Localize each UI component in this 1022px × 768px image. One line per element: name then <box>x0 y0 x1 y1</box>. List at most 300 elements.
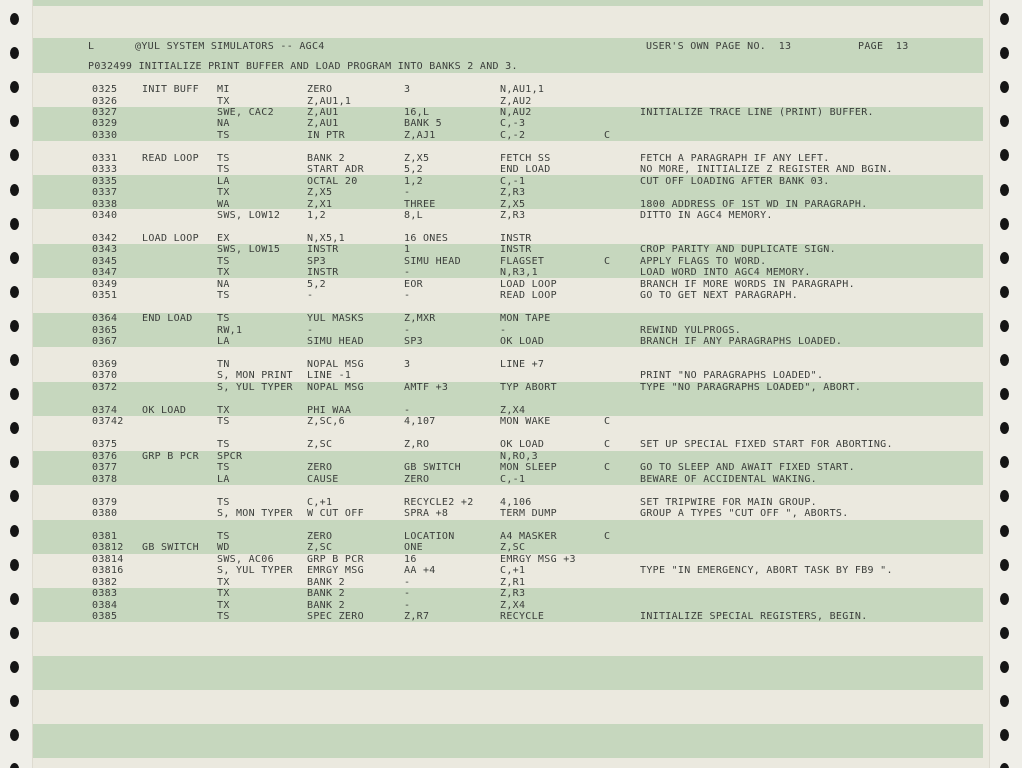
comment: PRINT "NO PARAGRAPHS LOADED". <box>640 370 824 381</box>
comment: DITTO IN AGC4 MEMORY. <box>640 210 773 221</box>
tractor-hole <box>1000 456 1009 468</box>
operand-3: C,-2 <box>500 130 526 141</box>
operand-1: BANK 2 <box>307 577 345 588</box>
line-number: 0326 <box>92 96 118 107</box>
operand-1: BANK 2 <box>307 588 345 599</box>
operand-2: - <box>404 577 411 588</box>
operand-2: 3 <box>404 84 411 95</box>
operand-2: - <box>404 290 411 301</box>
opcode: SWE, CAC2 <box>217 107 274 118</box>
opcode: TS <box>217 164 230 175</box>
green-bar-band <box>32 0 983 6</box>
tractor-hole <box>1000 286 1009 298</box>
tractor-hole <box>1000 218 1009 230</box>
opcode: WA <box>217 199 230 210</box>
comment: SET TRIPWIRE FOR MAIN GROUP. <box>640 497 817 508</box>
opcode: S, MON PRINT <box>217 370 293 381</box>
tractor-hole <box>10 422 19 434</box>
operand-2: 8,L <box>404 210 423 221</box>
listing-line <box>32 416 983 428</box>
listing-line <box>32 290 983 302</box>
operand-1: INSTR <box>307 244 339 255</box>
operand-3: OK LOAD <box>500 336 545 347</box>
tractor-hole <box>10 184 19 196</box>
operand-2: 16 <box>404 554 417 565</box>
operand-2: LOCATION <box>404 531 455 542</box>
operand-2: - <box>404 588 411 599</box>
comment: SET UP SPECIAL FIXED START FOR ABORTING. <box>640 439 893 450</box>
line-number: 0337 <box>92 187 118 198</box>
listing-line <box>32 267 983 279</box>
tractor-hole <box>1000 81 1009 93</box>
operand-1: Z,AU1,1 <box>307 96 352 107</box>
operand-1: W CUT OFF <box>307 508 364 519</box>
tractor-hole <box>10 252 19 264</box>
operand-2: AA +4 <box>404 565 436 576</box>
comment: CROP PARITY AND DUPLICATE SIGN. <box>640 244 836 255</box>
label: END LOAD <box>142 313 193 324</box>
line-number: 0370 <box>92 370 118 381</box>
line-number: 03814 <box>92 554 124 565</box>
operand-2: AMTF +3 <box>404 382 449 393</box>
operand-1: - <box>307 290 314 301</box>
opcode: MI <box>217 84 230 95</box>
comment: FETCH A PARAGRAPH IF ANY LEFT. <box>640 153 830 164</box>
operand-1: GRP B PCR <box>307 554 364 565</box>
line-number: 0385 <box>92 611 118 622</box>
comment: TYPE "IN EMERGENCY, ABORT TASK BY FB9 ". <box>640 565 893 576</box>
operand-2: Z,X5 <box>404 153 430 164</box>
opcode: LA <box>217 176 230 187</box>
label: LOAD LOOP <box>142 233 199 244</box>
line-number: 0364 <box>92 313 118 324</box>
operand-3: FETCH SS <box>500 153 551 164</box>
listing-line <box>32 611 983 623</box>
operand-2: - <box>404 600 411 611</box>
listing-line <box>32 187 983 199</box>
flag: C <box>604 462 611 473</box>
listing-line <box>32 313 983 325</box>
line-number: 0345 <box>92 256 118 267</box>
operand-3: N,AU1,1 <box>500 84 545 95</box>
line-number: 03816 <box>92 565 124 576</box>
operand-1: LINE -1 <box>307 370 352 381</box>
operand-3: A4 MASKER <box>500 531 557 542</box>
operand-1: ZERO <box>307 84 333 95</box>
comment: GO TO SLEEP AND AWAIT FIXED START. <box>640 462 855 473</box>
left-tractor-margin <box>0 0 33 768</box>
tractor-hole <box>1000 388 1009 400</box>
operand-2: SP3 <box>404 336 423 347</box>
comment: LOAD WORD INTO AGC4 MEMORY. <box>640 267 811 278</box>
tractor-hole <box>10 729 19 741</box>
operand-1: PHI WAA <box>307 405 352 416</box>
flag: C <box>604 531 611 542</box>
line-number: 0329 <box>92 118 118 129</box>
operand-3: TYP ABORT <box>500 382 557 393</box>
operand-3: FLAGSET <box>500 256 545 267</box>
tractor-hole <box>10 354 19 366</box>
opcode: TS <box>217 611 230 622</box>
operand-1: - <box>307 325 314 336</box>
comment: GROUP A TYPES "CUT OFF ", ABORTS. <box>640 508 849 519</box>
line-number: 0372 <box>92 382 118 393</box>
operand-3: Z,SC <box>500 542 526 553</box>
opcode: TX <box>217 187 230 198</box>
operand-2: ZERO <box>404 474 430 485</box>
label: READ LOOP <box>142 153 199 164</box>
operand-3: Z,X4 <box>500 405 526 416</box>
operand-2: - <box>404 325 411 336</box>
operand-3: EMRGY MSG +3 <box>500 554 576 565</box>
listing-line <box>32 244 983 256</box>
tractor-hole <box>10 593 19 605</box>
tractor-hole <box>1000 729 1009 741</box>
comment: APPLY FLAGS TO WORD. <box>640 256 767 267</box>
operand-1: CAUSE <box>307 474 339 485</box>
tractor-hole <box>10 115 19 127</box>
operand-2: 16,L <box>404 107 430 118</box>
opcode: TX <box>217 405 230 416</box>
header-marker: L <box>88 41 95 52</box>
operand-3: C,-1 <box>500 176 526 187</box>
tractor-hole <box>1000 354 1009 366</box>
operand-2: - <box>404 267 411 278</box>
opcode: LA <box>217 336 230 347</box>
right-tractor-margin <box>989 0 1022 768</box>
header-system: @YUL SYSTEM SIMULATORS -- AGC4 <box>135 41 325 52</box>
opcode: TS <box>217 531 230 542</box>
operand-3: END LOAD <box>500 164 551 175</box>
tractor-hole <box>1000 252 1009 264</box>
comment: INITIALIZE TRACE LINE (PRINT) BUFFER. <box>640 107 874 118</box>
operand-2: 3 <box>404 359 411 370</box>
comment: BRANCH IF MORE WORDS IN PARAGRAPH. <box>640 279 855 290</box>
line-number: 0333 <box>92 164 118 175</box>
tractor-hole <box>10 286 19 298</box>
line-number: 0365 <box>92 325 118 336</box>
operand-1: EMRGY MSG <box>307 565 364 576</box>
listing-line <box>32 84 983 96</box>
line-number: 03742 <box>92 416 124 427</box>
listing-line <box>32 462 983 474</box>
listing-line <box>32 130 983 142</box>
operand-3: TERM DUMP <box>500 508 557 519</box>
tractor-hole <box>10 490 19 502</box>
listing-line <box>32 370 983 382</box>
tractor-hole <box>1000 184 1009 196</box>
operand-3: N,AU2 <box>500 107 532 118</box>
label: INIT BUFF <box>142 84 199 95</box>
listing-line <box>32 118 983 130</box>
listing-line <box>32 542 983 554</box>
operand-1: Z,SC,6 <box>307 416 345 427</box>
line-number: 0383 <box>92 588 118 599</box>
line-number: 0375 <box>92 439 118 450</box>
opcode: TX <box>217 600 230 611</box>
header-user-page: USER'S OWN PAGE NO. 13 <box>646 41 792 52</box>
flag: C <box>604 439 611 450</box>
listing-line <box>32 382 983 394</box>
operand-3: Z,X5 <box>500 199 526 210</box>
opcode: TN <box>217 359 230 370</box>
opcode: S, MON TYPER <box>217 508 293 519</box>
operand-3: MON WAKE <box>500 416 551 427</box>
listing-line <box>32 588 983 600</box>
tractor-hole <box>10 81 19 93</box>
tractor-hole <box>1000 661 1009 673</box>
line-number: 0347 <box>92 267 118 278</box>
tractor-hole <box>1000 422 1009 434</box>
operand-1: C,+1 <box>307 497 333 508</box>
tractor-hole <box>10 661 19 673</box>
flag: C <box>604 256 611 267</box>
line-number: 0342 <box>92 233 118 244</box>
tractor-hole <box>10 13 19 25</box>
operand-2: BANK 5 <box>404 118 442 129</box>
tractor-hole <box>1000 47 1009 59</box>
line-number: 0382 <box>92 577 118 588</box>
operand-1: Z,SC <box>307 439 333 450</box>
opcode: TS <box>217 153 230 164</box>
label: GB SWITCH <box>142 542 199 553</box>
operand-3: Z,R3 <box>500 210 526 221</box>
comment: INITIALIZE SPECIAL REGISTERS, BEGIN. <box>640 611 868 622</box>
operand-2: GB SWITCH <box>404 462 461 473</box>
line-number: 0331 <box>92 153 118 164</box>
label: GRP B PCR <box>142 451 199 462</box>
operand-1: INSTR <box>307 267 339 278</box>
operand-3: LINE +7 <box>500 359 545 370</box>
operand-1: BANK 2 <box>307 600 345 611</box>
operand-1: BANK 2 <box>307 153 345 164</box>
opcode: TS <box>217 439 230 450</box>
line-number: 0327 <box>92 107 118 118</box>
flag: C <box>604 130 611 141</box>
operand-1: START ADR <box>307 164 364 175</box>
line-number: 0381 <box>92 531 118 542</box>
opcode: RW,1 <box>217 325 243 336</box>
header-line-1 <box>32 41 983 53</box>
tractor-hole <box>10 218 19 230</box>
line-number: 0325 <box>92 84 118 95</box>
operand-2: SIMU HEAD <box>404 256 461 267</box>
line-number: 0380 <box>92 508 118 519</box>
line-number: 0379 <box>92 497 118 508</box>
opcode: S, YUL TYPER <box>217 565 293 576</box>
operand-3: OK LOAD <box>500 439 545 450</box>
operand-2: Z,R7 <box>404 611 430 622</box>
operand-2: Z,AJ1 <box>404 130 436 141</box>
operand-3: C,+1 <box>500 565 526 576</box>
operand-2: - <box>404 405 411 416</box>
listing-line <box>32 336 983 348</box>
line-number: 0374 <box>92 405 118 416</box>
opcode: NA <box>217 279 230 290</box>
listing-line <box>32 164 983 176</box>
tractor-hole <box>1000 490 1009 502</box>
operand-1: Z,X5 <box>307 187 333 198</box>
line-number: 0330 <box>92 130 118 141</box>
comment: GO TO GET NEXT PARAGRAPH. <box>640 290 799 301</box>
opcode: S, YUL TYPER <box>217 382 293 393</box>
opcode: SWS, AC06 <box>217 554 274 565</box>
line-number: 0376 <box>92 451 118 462</box>
tractor-hole <box>10 695 19 707</box>
operand-2: EOR <box>404 279 423 290</box>
tractor-hole <box>10 320 19 332</box>
green-bar-band <box>32 724 983 758</box>
comment: REWIND YULPROGS. <box>640 325 742 336</box>
operand-2: 4,107 <box>404 416 436 427</box>
comment: BEWARE OF ACCIDENTAL WAKING. <box>640 474 817 485</box>
operand-2: 1,2 <box>404 176 423 187</box>
line-number: 0351 <box>92 290 118 301</box>
operand-2: 5,2 <box>404 164 423 175</box>
operand-2: SPRA +8 <box>404 508 449 519</box>
line-number: 0384 <box>92 600 118 611</box>
operand-1: NOPAL MSG <box>307 382 364 393</box>
operand-3: INSTR <box>500 244 532 255</box>
header-page-number: PAGE 13 <box>858 41 909 52</box>
operand-1: Z,AU1 <box>307 118 339 129</box>
opcode: WD <box>217 542 230 553</box>
tractor-hole <box>1000 763 1009 768</box>
operand-1: N,X5,1 <box>307 233 345 244</box>
operand-1: ZERO <box>307 531 333 542</box>
operand-3: C,-3 <box>500 118 526 129</box>
opcode: SWS, LOW15 <box>217 244 281 255</box>
opcode: TX <box>217 588 230 599</box>
comment: NO MORE, INITIALIZE Z REGISTER AND BGIN. <box>640 164 893 175</box>
listing-line <box>32 210 983 222</box>
opcode: NA <box>217 118 230 129</box>
operand-3: INSTR <box>500 233 532 244</box>
listing-line <box>32 508 983 520</box>
tractor-hole <box>10 149 19 161</box>
comment: TYPE "NO PARAGRAPHS LOADED", ABORT. <box>640 382 862 393</box>
opcode: TS <box>217 130 230 141</box>
opcode: SWS, LOW12 <box>217 210 281 221</box>
operand-1: NOPAL MSG <box>307 359 364 370</box>
opcode: TS <box>217 416 230 427</box>
line-number: 0369 <box>92 359 118 370</box>
operand-2: ONE <box>404 542 423 553</box>
tractor-hole <box>10 525 19 537</box>
comment: BRANCH IF ANY PARAGRAPHS LOADED. <box>640 336 843 347</box>
line-number: 0343 <box>92 244 118 255</box>
opcode: TX <box>217 267 230 278</box>
label: OK LOAD <box>142 405 187 416</box>
operand-3: Z,AU2 <box>500 96 532 107</box>
opcode: TS <box>217 290 230 301</box>
operand-3: - <box>500 325 507 336</box>
operand-1: Z,SC <box>307 542 333 553</box>
opcode: EX <box>217 233 230 244</box>
operand-3: Z,R3 <box>500 588 526 599</box>
operand-1: OCTAL 20 <box>307 176 358 187</box>
tractor-hole <box>1000 115 1009 127</box>
tractor-hole <box>1000 559 1009 571</box>
operand-2: Z,MXR <box>404 313 436 324</box>
operand-2: - <box>404 187 411 198</box>
flag: C <box>604 416 611 427</box>
line-number: 0377 <box>92 462 118 473</box>
operand-3: Z,R3 <box>500 187 526 198</box>
operand-3: 4,106 <box>500 497 532 508</box>
comment: 1800 ADDRESS OF 1ST WD IN PARAGRAPH. <box>640 199 868 210</box>
operand-3: READ LOOP <box>500 290 557 301</box>
opcode: TS <box>217 313 230 324</box>
listing-title: P032499 INITIALIZE PRINT BUFFER AND LOAD PROGRAM INTO BANKS 2 AND 3. <box>88 61 518 72</box>
opcode: TS <box>217 462 230 473</box>
tractor-hole <box>10 388 19 400</box>
header-line-2 <box>32 61 983 73</box>
tractor-hole <box>10 456 19 468</box>
opcode: TS <box>217 497 230 508</box>
tractor-hole <box>1000 149 1009 161</box>
opcode: SPCR <box>217 451 243 462</box>
operand-3: N,R3,1 <box>500 267 538 278</box>
tractor-hole <box>1000 525 1009 537</box>
operand-2: Z,RO <box>404 439 430 450</box>
opcode: LA <box>217 474 230 485</box>
listing-line <box>32 565 983 577</box>
operand-1: SIMU HEAD <box>307 336 364 347</box>
operand-3: RECYCLE <box>500 611 545 622</box>
operand-1: SP3 <box>307 256 326 267</box>
line-number: 0378 <box>92 474 118 485</box>
operand-1: Z,AU1 <box>307 107 339 118</box>
tractor-hole <box>1000 13 1009 25</box>
operand-3: Z,R1 <box>500 577 526 588</box>
opcode: TS <box>217 256 230 267</box>
comment: CUT OFF LOADING AFTER BANK 03. <box>640 176 830 187</box>
operand-2: 1 <box>404 244 411 255</box>
line-number: 03812 <box>92 542 124 553</box>
line-number: 0367 <box>92 336 118 347</box>
tractor-hole <box>10 627 19 639</box>
operand-3: C,-1 <box>500 474 526 485</box>
tractor-hole <box>10 559 19 571</box>
operand-1: 1,2 <box>307 210 326 221</box>
operand-3: MON SLEEP <box>500 462 557 473</box>
operand-3: LOAD LOOP <box>500 279 557 290</box>
operand-1: SPEC ZERO <box>307 611 364 622</box>
opcode: TX <box>217 96 230 107</box>
operand-3: MON TAPE <box>500 313 551 324</box>
operand-1: Z,X1 <box>307 199 333 210</box>
tractor-hole <box>1000 695 1009 707</box>
tractor-hole <box>1000 593 1009 605</box>
tractor-hole <box>1000 627 1009 639</box>
opcode: TX <box>217 577 230 588</box>
operand-3: N,RO,3 <box>500 451 538 462</box>
tractor-hole <box>10 47 19 59</box>
operand-2: RECYCLE2 +2 <box>404 497 474 508</box>
line-number: 0335 <box>92 176 118 187</box>
operand-1: YUL MASKS <box>307 313 364 324</box>
listing-line <box>32 439 983 451</box>
line-number: 0340 <box>92 210 118 221</box>
operand-1: 5,2 <box>307 279 326 290</box>
operand-1: IN PTR <box>307 130 345 141</box>
operand-2: THREE <box>404 199 436 210</box>
listing-line <box>32 474 983 486</box>
operand-2: 16 ONES <box>404 233 449 244</box>
line-number: 0338 <box>92 199 118 210</box>
operand-3: Z,X4 <box>500 600 526 611</box>
